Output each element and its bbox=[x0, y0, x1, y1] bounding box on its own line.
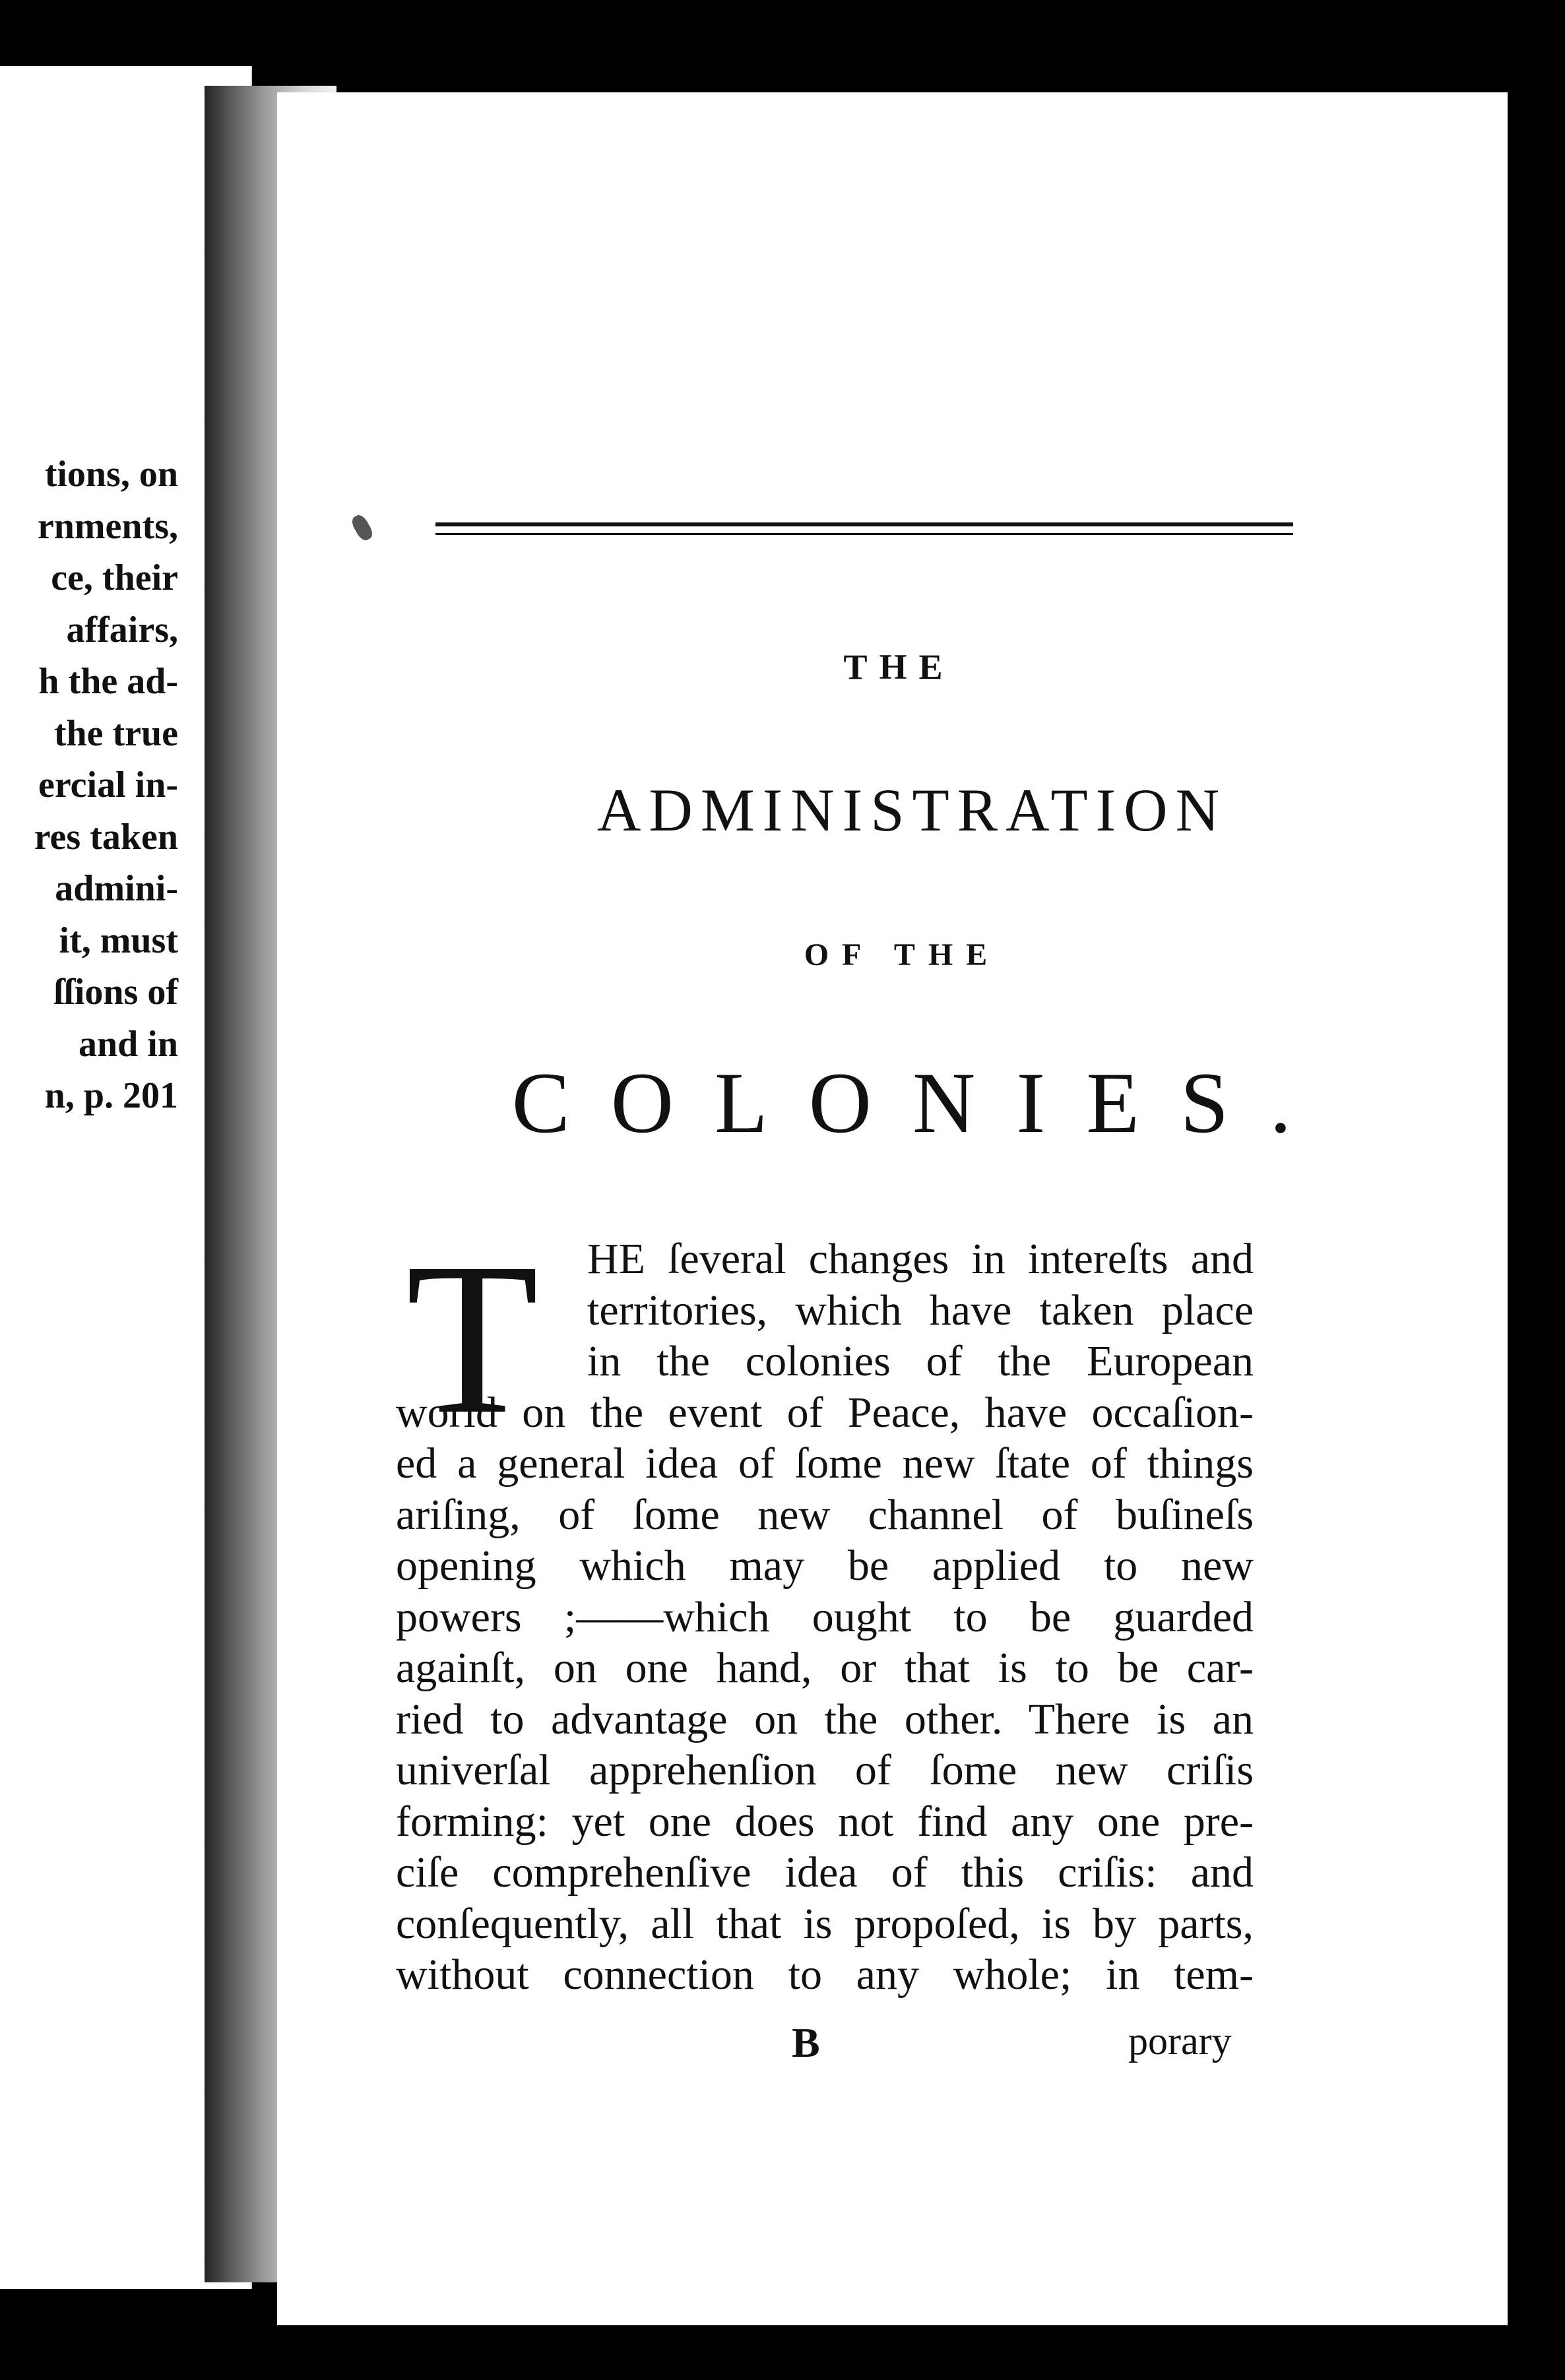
heading-the: THE bbox=[843, 647, 955, 687]
body-line: in the colonies of the European bbox=[587, 1337, 1254, 1385]
title-rule-thin bbox=[435, 533, 1293, 535]
left-line: n, p. 201 bbox=[44, 1075, 178, 1116]
heading-colonies: COLONIES. bbox=[511, 1054, 1333, 1151]
left-line: and in bbox=[79, 1023, 178, 1065]
heading-administration: ADMINISTRATION bbox=[596, 776, 1228, 844]
left-line: it, must bbox=[59, 920, 178, 961]
body-line: univerſal apprehenſion of ſome new criſis bbox=[396, 1746, 1254, 1794]
body-line: forming: yet one does not find any one pre- bbox=[396, 1797, 1254, 1846]
body-text bbox=[396, 1234, 1254, 2001]
body-line: againſt, on one hand, or that is to be car- bbox=[396, 1644, 1254, 1692]
ink-blot bbox=[349, 513, 375, 543]
body-line: ed a general idea of ſome new ſtate of things bbox=[396, 1439, 1254, 1488]
title-rule-thick bbox=[435, 522, 1293, 526]
body-line: powers ;——which ought to be guarded bbox=[396, 1592, 1254, 1641]
body-line: ciſe comprehenſive idea of this criſis: and bbox=[396, 1848, 1254, 1896]
signature-mark: B bbox=[792, 2019, 820, 2066]
body-line: HE ſeveral changes in intereſts and bbox=[587, 1235, 1254, 1283]
left-line: ſſions of bbox=[53, 972, 178, 1013]
body-line: ariſing, of ſome new channel of buſineſs bbox=[396, 1490, 1254, 1539]
left-line: res taken bbox=[34, 816, 178, 858]
left-line: rnments, bbox=[37, 505, 178, 547]
left-line: h the ad- bbox=[38, 661, 178, 702]
body-line: territories, which have taken place bbox=[587, 1286, 1254, 1334]
left-line: admini- bbox=[55, 868, 178, 909]
left-line: the true bbox=[53, 712, 178, 754]
left-page-text bbox=[34, 449, 178, 1122]
catchword: porary bbox=[1128, 2019, 1232, 2063]
body-line: without connection to any whole; in tem- bbox=[396, 1951, 1254, 1999]
body-line: conſequently, all that is propoſed, is by parts, bbox=[396, 1899, 1254, 1948]
body-line: ried to advantage on the other. There is an bbox=[396, 1695, 1254, 1743]
left-line: ce, their bbox=[51, 557, 178, 598]
body-line: opening which may be applied to new bbox=[396, 1542, 1254, 1590]
right-page bbox=[277, 92, 1508, 2325]
heading-of-the: OF THE bbox=[804, 937, 1001, 972]
drop-cap: T bbox=[406, 1218, 539, 1459]
left-line: affairs, bbox=[66, 609, 178, 650]
body-line: world on the event of Peace, have occaſion- bbox=[396, 1388, 1254, 1437]
left-line: ercial in- bbox=[38, 765, 178, 805]
left-line: tions, on bbox=[44, 454, 178, 495]
